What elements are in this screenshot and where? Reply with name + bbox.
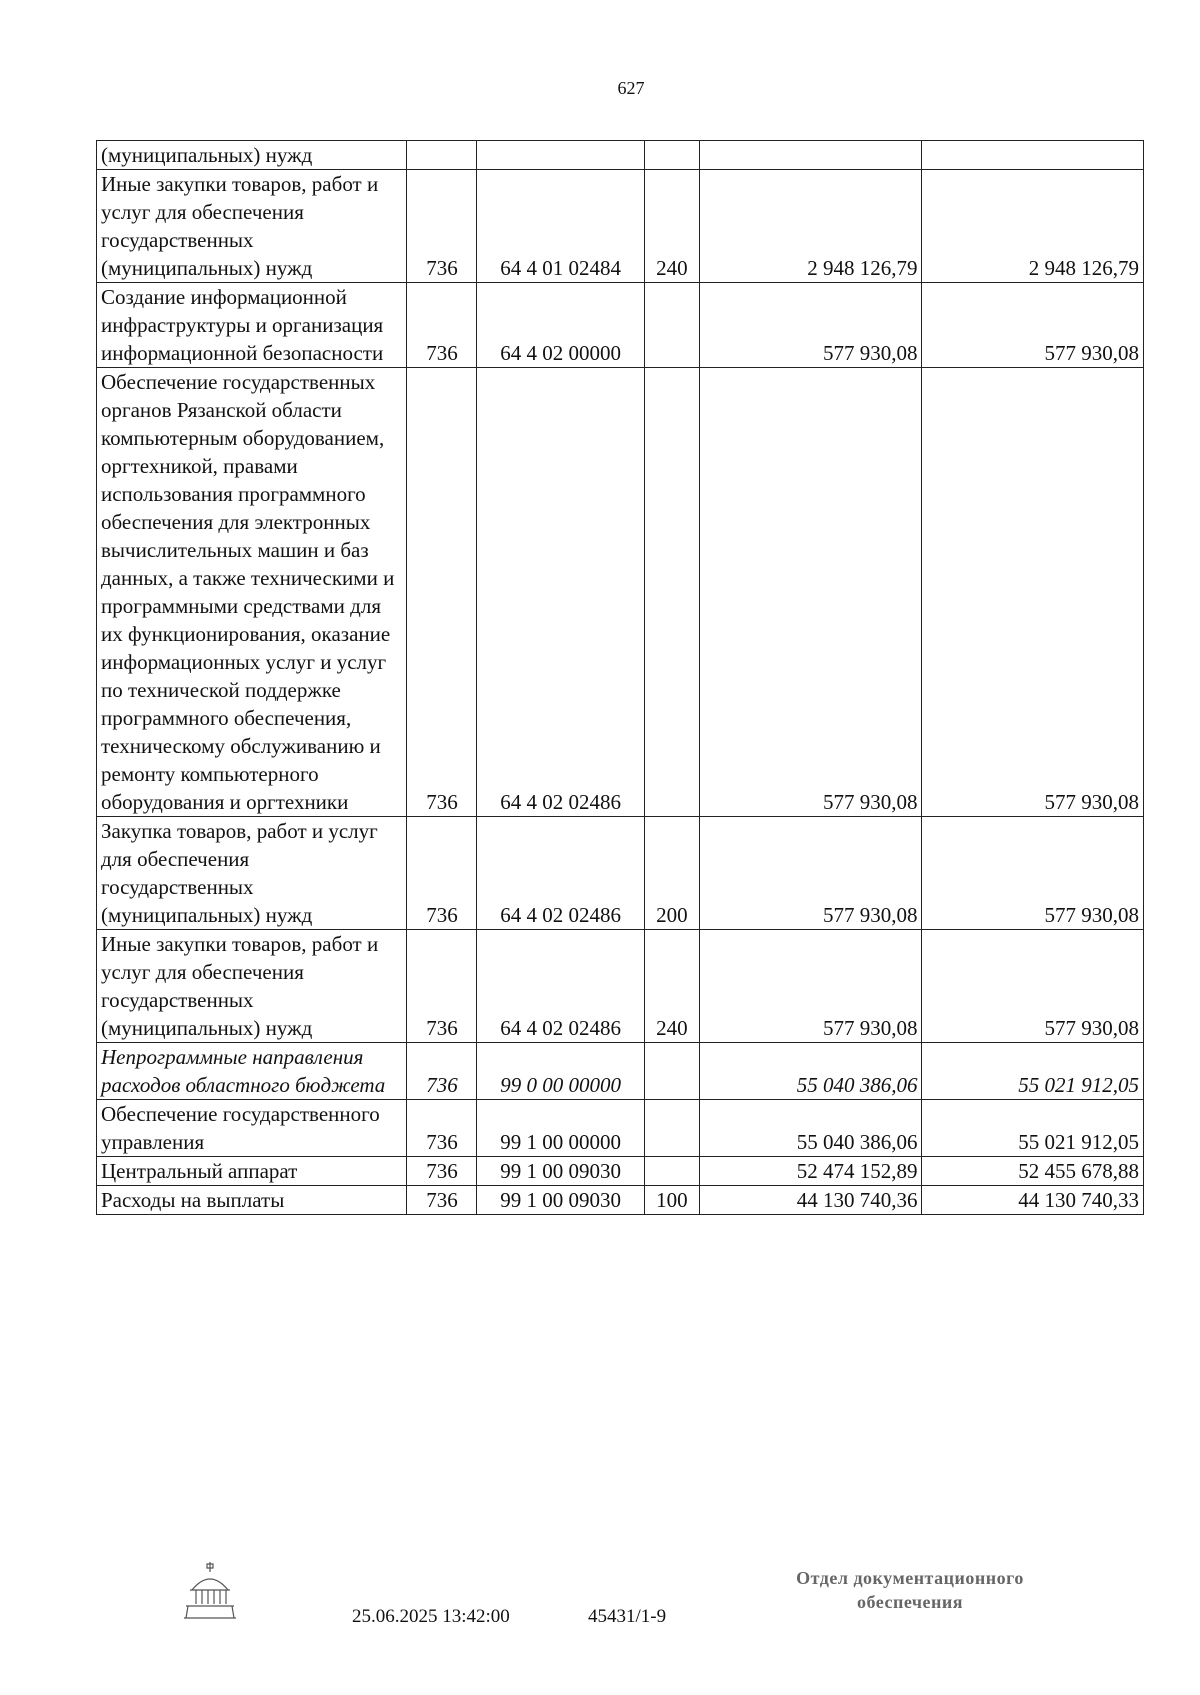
row-sum-1: 55 040 386,06	[699, 1100, 922, 1157]
row-vedomstvo: 736	[407, 1043, 477, 1100]
row-sum-2	[922, 141, 1144, 170]
row-name: Создание информационной инфраструктуры и организация информационной безопасности	[97, 283, 407, 368]
row-name: Иные закупки товаров, работ и услуг для обеспечения государственных (муниципальных) нужд	[97, 170, 407, 283]
table-row	[97, 1043, 1144, 1100]
table-row	[97, 141, 1144, 170]
row-vedomstvo: 736	[407, 1157, 477, 1186]
row-vedomstvo: 736	[407, 283, 477, 368]
row-kvr	[644, 1157, 699, 1186]
row-name: Центральный аппарат	[97, 1157, 407, 1186]
row-kvr: 240	[644, 170, 699, 283]
row-kcsr	[477, 141, 644, 170]
row-kvr: 100	[644, 1186, 699, 1215]
department-stamp	[760, 1566, 1060, 1614]
row-sum-1: 577 930,08	[699, 930, 922, 1043]
table-row	[97, 1100, 1144, 1157]
row-sum-1: 52 474 152,89	[699, 1157, 922, 1186]
row-kcsr: 64 4 01 02484	[477, 170, 644, 283]
row-kvr	[644, 283, 699, 368]
row-kcsr: 99 1 00 00000	[477, 1100, 644, 1157]
row-sum-1: 577 930,08	[699, 283, 922, 368]
row-name: Иные закупки товаров, работ и услуг для обеспечения государственных (муниципальных) нужд	[97, 930, 407, 1043]
row-vedomstvo: 736	[407, 170, 477, 283]
row-sum-1: 55 040 386,06	[699, 1043, 922, 1100]
duma-logo	[180, 1560, 240, 1624]
row-sum-1: 577 930,08	[699, 368, 922, 817]
stamp-line-2: обеспечения	[857, 1592, 963, 1612]
row-sum-2: 577 930,08	[922, 368, 1144, 817]
table-row	[97, 1186, 1144, 1215]
row-sum-2: 577 930,08	[922, 283, 1144, 368]
stamp-line-1: Отдел документационного	[796, 1568, 1024, 1588]
row-name: Обеспечение государственных органов Рязанской области компьютерным оборудованием, оргтехникой, правами использования программного обеспечения для электронных вычислительных машин и баз данных, а также техническими и программными средствами для их функционирования, оказание информационных услуг и услуг по технической поддержке программного обеспечения, техническому обслуживанию и ремонту компьютерного оборудования и оргтехники	[97, 368, 407, 817]
row-kcsr: 99 1 00 09030	[477, 1157, 644, 1186]
budget-table	[96, 140, 1144, 1215]
row-kvr	[644, 368, 699, 817]
row-kcsr: 64 4 02 02486	[477, 368, 644, 817]
row-kcsr: 99 1 00 09030	[477, 1186, 644, 1215]
row-sum-1: 577 930,08	[699, 817, 922, 930]
row-kvr	[644, 1100, 699, 1157]
row-sum-2: 55 021 912,05	[922, 1100, 1144, 1157]
row-kvr: 240	[644, 930, 699, 1043]
row-name: (муниципальных) нужд	[97, 141, 407, 170]
row-kcsr: 64 4 02 02486	[477, 930, 644, 1043]
table-row	[97, 930, 1144, 1043]
row-sum-1	[699, 141, 922, 170]
row-sum-1: 44 130 740,36	[699, 1186, 922, 1215]
row-sum-1: 2 948 126,79	[699, 170, 922, 283]
row-kcsr: 64 4 02 02486	[477, 817, 644, 930]
table-row	[97, 283, 1144, 368]
row-kvr	[644, 141, 699, 170]
row-name: Обеспечение государственного управления	[97, 1100, 407, 1157]
row-kcsr: 99 0 00 00000	[477, 1043, 644, 1100]
row-sum-2: 55 021 912,05	[922, 1043, 1144, 1100]
row-vedomstvo: 736	[407, 1186, 477, 1215]
table-row	[97, 170, 1144, 283]
row-vedomstvo: 736	[407, 368, 477, 817]
row-kvr	[644, 1043, 699, 1100]
table-row	[97, 1157, 1144, 1186]
row-vedomstvo	[407, 141, 477, 170]
row-sum-2: 52 455 678,88	[922, 1157, 1144, 1186]
footer-datetime: 25.06.2025 13:42:00	[352, 1606, 510, 1627]
row-name: Закупка товаров, работ и услуг для обеспечения государственных (муниципальных) нужд	[97, 817, 407, 930]
table-row	[97, 368, 1144, 817]
row-vedomstvo: 736	[407, 1100, 477, 1157]
row-sum-2: 577 930,08	[922, 817, 1144, 930]
row-sum-2: 577 930,08	[922, 930, 1144, 1043]
row-vedomstvo: 736	[407, 930, 477, 1043]
row-kcsr: 64 4 02 00000	[477, 283, 644, 368]
row-name: Непрограммные направления расходов областного бюджета	[97, 1043, 407, 1100]
row-kvr: 200	[644, 817, 699, 930]
row-vedomstvo: 736	[407, 817, 477, 930]
row-name: Расходы на выплаты	[97, 1186, 407, 1215]
table-row	[97, 817, 1144, 930]
row-sum-2: 2 948 126,79	[922, 170, 1144, 283]
footer-doc-number: 45431/1-9	[588, 1606, 667, 1627]
row-sum-2: 44 130 740,33	[922, 1186, 1144, 1215]
page-number: 627	[617, 78, 645, 98]
